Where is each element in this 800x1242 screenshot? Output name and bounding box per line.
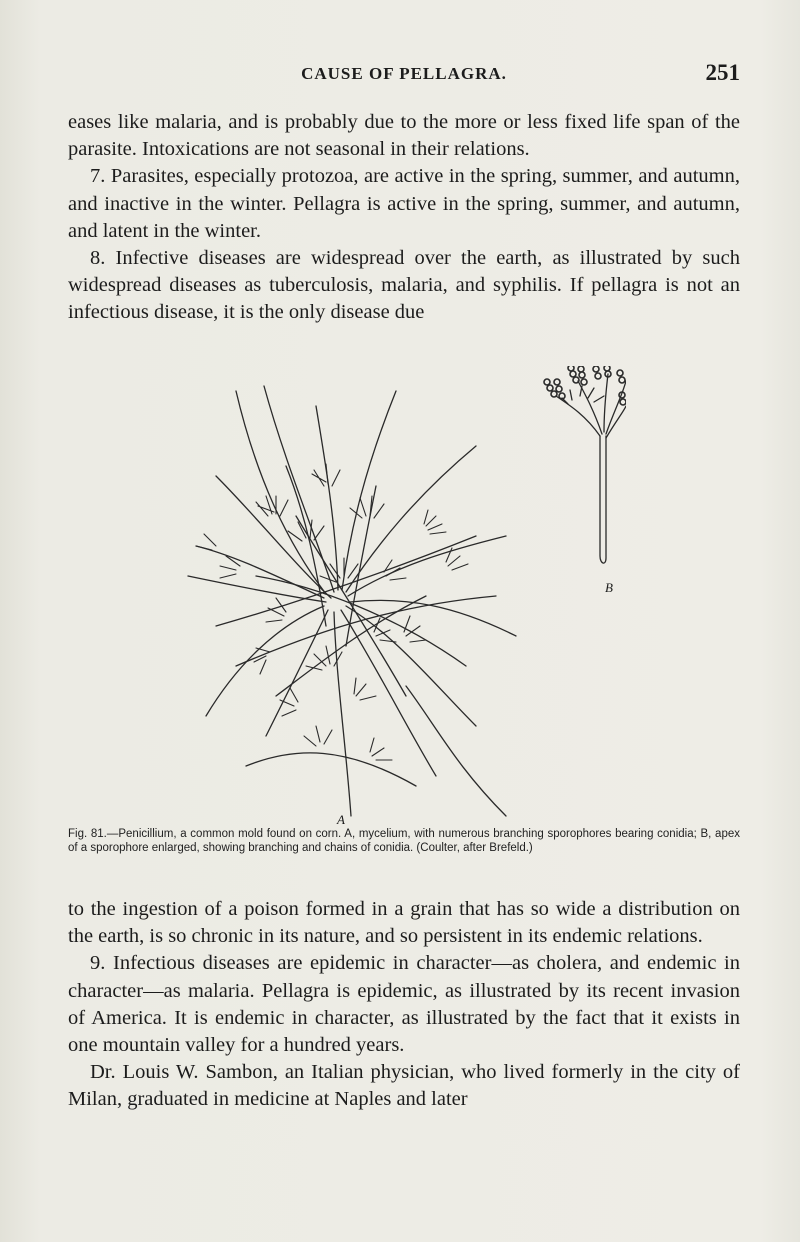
penicillium-illustration: [176, 366, 626, 830]
figure-label-b: B: [605, 580, 613, 595]
paragraph-sambon: Dr. Louis W. Sambon, an Italian physician, who lived formerly in the city of Milan, graduated in medicine at Naples and later: [68, 1061, 740, 1111]
paragraph-item-9: 9. Infectious diseases are epidemic in character—as cholera, and endemic in character—as malaria. Pellagra is epidemic, as illustrated by its recent invasion of America. It is endemic in character, as illustrated by the fact that it exists in one mountain valley for a hundred years.: [68, 952, 740, 1057]
penicillium-figure: [176, 366, 626, 830]
figure-label-a: A: [337, 812, 345, 827]
paragraph-item-7: 7. Parasites, especially protozoa, are active in the spring, summer, and autumn, and inactive in the winter. Pellagra is active in the spring, summer, and autumn, and latent in the winter.: [68, 165, 740, 242]
body-text-bottom: [68, 896, 740, 1114]
figure-caption: Fig. 81.—Penicillium, a common mold found on corn. A, mycelium, with numerous branching sporophores bearing conidia; B, apex of a sporophore enlarged, showing branching and chains of conidia. (Coulter, after Brefeld.): [68, 828, 740, 854]
page-number: 251: [705, 60, 740, 85]
running-head: [68, 60, 740, 92]
body-text-top: [68, 109, 740, 327]
paragraph-item-8: 8. Infective diseases are widespread over the earth, as illustrated by such widespread diseases as tuberculosis, malaria, and syphilis. If pellagra is not an infectious disease, it is the only disease due: [68, 247, 740, 324]
sporophore-b-drawing: [544, 366, 626, 563]
paragraph-continuation-2: to the ingestion of a poison formed in a grain that has so wide a distribution on the earth, is so chronic in its nature, and so persistent in its endemic relations.: [68, 898, 740, 948]
mycelium-a-drawing: [188, 386, 516, 816]
running-title: CAUSE OF PELLAGRA.: [301, 64, 507, 83]
paragraph-continuation: eases like malaria, and is probably due to the more or less fixed life span of the parasite. Intoxications are not seasonal in their relations.: [68, 111, 740, 161]
